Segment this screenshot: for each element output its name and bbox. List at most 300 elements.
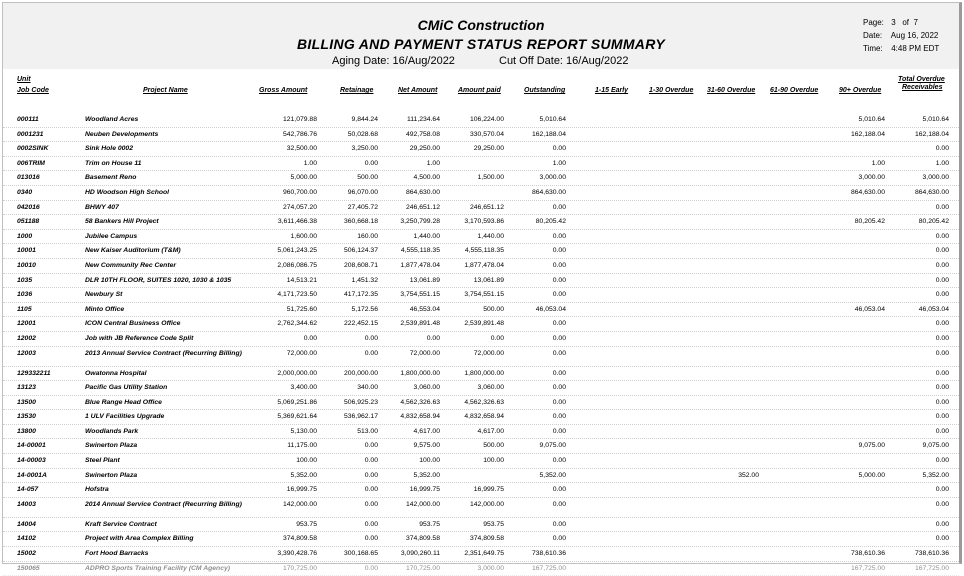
table-row [3,518,959,533]
project-name-cell: 58 Bankers Hill Project [85,218,159,226]
amount-paid-cell: 953.75 [483,520,504,528]
job-code-cell: 013016 [17,174,40,182]
amount-paid-cell: 1,877,478.04 [464,261,504,269]
project-name-cell: Pacific Gas Utility Station [85,384,168,392]
page-total: 7 [913,18,918,27]
retainage-cell: 3,250.00 [351,145,378,153]
gross-amount-cell: 32,500.00 [286,145,317,153]
net-amount-cell: 4,562,326.63 [400,398,440,406]
outstanding-cell: 162,188.04 [531,130,566,138]
project-name-cell: HD Woodson High School [85,188,170,196]
table-row [3,547,959,562]
retainage-cell: 9,844.24 [351,116,378,123]
project-name-cell: Basement Reno [85,174,137,182]
overdue-31-60-cell: 352.00 [738,471,759,479]
outstanding-cell: 0.00 [552,520,566,528]
total-receivables-cell: 1.00 [935,159,949,167]
amount-paid-cell: 330,570.04 [469,130,504,138]
outstanding-cell: 0.00 [552,457,566,465]
amount-paid-cell: 3,000.00 [477,564,504,572]
amount-paid-cell: 2,351,649.75 [464,550,504,558]
net-amount-cell: 3,090,260.11 [400,550,440,558]
retainage-cell: 0.00 [364,535,378,543]
net-amount-cell: 246,651.12 [405,203,440,211]
job-code-cell: 129332211 [17,369,51,377]
gross-amount-cell: 3,400.00 [290,384,317,392]
net-amount-cell: 142,000.00 [405,500,440,508]
project-name-cell: 1 ULV Facilities Upgrade [85,413,165,421]
header-early: 1-15 Early [595,87,629,94]
report-page [2,2,962,572]
outstanding-cell: 0.00 [552,203,566,211]
outstanding-cell: 0.00 [552,413,566,421]
retainage-cell: 360,668.18 [343,218,378,226]
amount-paid-cell: 3,170,593.86 [464,218,504,226]
outstanding-cell: 0.00 [552,384,566,392]
table-row [3,381,959,396]
outstanding-cell: 864,630.00 [531,188,566,196]
project-name-cell: New Community Rec Center [85,261,177,269]
amount-paid-cell: 246,651.12 [469,203,504,211]
retainage-cell: 222,452.15 [343,320,378,328]
gross-amount-cell: 1,600.00 [290,232,317,240]
job-code-cell: 14-00001 [17,442,46,450]
net-amount-cell: 46,553.04 [409,305,440,313]
total-receivables-cell: 0.00 [935,384,949,392]
retainage-cell: 0.00 [364,486,378,494]
net-amount-cell: 3,060.00 [413,384,440,392]
job-code-cell: 042016 [17,203,40,211]
project-name-cell: Hofstra [85,486,109,494]
net-amount-cell: 2,539,891.48 [400,320,440,328]
cutoff-date: Cut Off Date: 16/Aug/2022 [499,55,629,67]
net-amount-cell: 3,250,799.28 [400,218,440,226]
project-name-cell: Newbury St [85,291,123,299]
net-amount-cell: 72,000.00 [409,349,440,357]
job-code-cell: 1035 [17,276,33,284]
project-name-cell: Jubilee Campus [85,232,138,240]
retainage-cell: 96,070.00 [347,188,378,196]
retainage-cell: 5,172.56 [351,305,378,313]
net-amount-cell: 170,725.00 [405,564,440,572]
amount-paid-cell: 142,000.00 [469,500,504,508]
time-label: Time: [863,44,883,53]
net-amount-cell: 5,352.00 [413,471,440,479]
outstanding-cell: 0.00 [552,334,566,342]
job-code-cell: 10001 [17,247,36,255]
net-amount-cell: 9,575.00 [413,442,440,450]
total-receivables-cell: 5,352.00 [922,471,949,479]
table-row [3,244,959,259]
total-receivables-cell: 0.00 [935,427,949,435]
header-gross-amount: Gross Amount [259,87,308,94]
retainage-cell: 500.00 [357,174,378,182]
header-outstanding: Outstanding [524,87,566,94]
net-amount-cell: 953.75 [419,520,440,528]
job-code-cell: 051188 [17,218,40,226]
total-receivables-cell: 0.00 [935,349,949,357]
total-receivables-cell: 162,188.04 [914,130,949,138]
total-receivables-cell: 0.00 [935,320,949,328]
retainage-cell: 160.00 [357,232,378,240]
retainage-cell: 506,925.23 [343,398,378,406]
total-receivables-cell: 167,725.00 [914,564,949,572]
amount-paid-cell: 1,440.00 [477,232,504,240]
retainage-cell: 417,172.35 [343,291,378,299]
total-receivables-cell: 0.00 [935,232,949,240]
project-name-cell: Swinerton Plaza [85,442,138,450]
retainage-cell: 0.00 [364,500,378,508]
report-header-band [3,3,959,69]
total-receivables-cell: 0.00 [935,486,949,494]
table-row [3,367,959,382]
amount-paid-cell: 374,809.58 [469,535,504,543]
net-amount-cell: 111,234.64 [406,116,440,123]
retainage-cell: 0.00 [364,471,378,479]
outstanding-cell: 0.00 [552,369,566,377]
table-row [3,469,959,484]
project-name-cell: Woodland Acres [85,116,139,123]
project-name-cell: BHWY 407 [85,203,119,211]
outstanding-cell: 0.00 [552,320,566,328]
retainage-cell: 0.00 [364,564,378,572]
retainage-cell: 50,028.68 [347,130,378,138]
gross-amount-cell: 953.75 [296,520,317,528]
retainage-cell: 300,168.65 [343,550,378,558]
gross-amount-cell: 4,171,723.50 [277,291,317,299]
project-name-cell: DLR 10TH FLOOR, SUITES 1020, 1030 & 1035 [85,276,232,284]
total-receivables-cell: 864,630.00 [914,188,949,196]
header-retainage: Retainage [340,87,374,94]
net-amount-cell: 1,877,478.04 [400,261,440,269]
table-row [3,201,959,216]
project-name-cell: New Kaiser Auditorium (T&M) [85,247,181,255]
retainage-cell: 0.00 [364,159,378,167]
project-name-cell: Steel Plant [85,457,120,465]
table-row [3,142,959,157]
date-value: Aug 16, 2022 [890,31,939,40]
gross-amount-cell: 374,809.58 [282,535,317,543]
table-row [3,157,959,172]
table-row [3,113,959,128]
retainage-cell: 27,405.72 [347,203,378,211]
date-label: Date: [863,31,883,40]
net-amount-cell: 4,555,118.35 [400,247,440,255]
overdue-90-plus-cell: 5,000.00 [858,471,885,479]
net-amount-cell: 4,832,658.94 [400,413,440,421]
job-code-cell: 13530 [17,413,36,421]
total-receivables-cell: 9,075.00 [922,442,949,450]
job-code-cell: 0340 [17,188,33,196]
outstanding-cell: 1.00 [552,159,566,167]
overdue-90-plus-cell: 864,630.00 [850,188,885,196]
retainage-cell: 340.00 [357,384,378,392]
header-amount-paid: Amount paid [458,87,501,94]
job-code-cell: 12002 [17,334,36,342]
gross-amount-cell: 5,369,621.64 [277,413,317,421]
retainage-cell: 536,962.17 [343,413,378,421]
gross-amount-cell: 3,390,428.76 [277,550,317,558]
amount-paid-cell: 3,754,551.15 [464,291,504,299]
job-code-cell: 13500 [17,398,36,406]
project-name-cell: ADPRO Sports Training Facility (CM Agency) [85,564,231,572]
job-code-cell: 14-057 [17,486,39,494]
overdue-90-plus-cell: 167,725.00 [850,564,885,572]
project-name-cell: Swinerton Plaza [85,471,138,479]
table-row [3,215,959,230]
retainage-cell: 200,000.00 [343,369,378,377]
table-row [3,439,959,454]
date-info [863,30,938,42]
table-row [3,396,959,411]
table-row [3,186,959,201]
outstanding-cell: 0.00 [552,500,566,508]
total-receivables-cell: 0.00 [935,535,949,543]
aging-date: Aging Date: 16/Aug/2022 [332,55,455,67]
job-code-cell: 14102 [17,535,36,543]
gross-amount-cell: 5,061,243.25 [277,247,317,255]
table-row [3,303,959,318]
overdue-90-plus-cell: 1.00 [871,159,885,167]
project-name-cell: Woodlands Park [85,427,139,435]
net-amount-cell: 4,617.00 [413,427,440,435]
table-row [3,562,959,576]
outstanding-cell: 0.00 [552,247,566,255]
overdue-90-plus-cell: 5,010.64 [858,116,885,123]
net-amount-cell: 16,999.75 [409,486,440,494]
outstanding-cell: 46,053.04 [535,305,566,313]
header-unit: Unit [17,76,31,83]
job-code-cell: 006TRIM [17,159,45,167]
outstanding-cell: 0.00 [552,535,566,543]
overdue-90-plus-cell: 3,000.00 [858,174,885,182]
retainage-cell: 0.00 [364,442,378,450]
net-amount-cell: 29,250.00 [409,145,440,153]
overdue-90-plus-cell: 9,075.00 [858,442,885,450]
amount-paid-cell: 4,617.00 [477,427,504,435]
project-name-cell: Project with Area Complex Billing [85,535,194,543]
amount-paid-cell: 2,539,891.48 [464,320,504,328]
job-code-cell: 0001231 [17,130,44,138]
retainage-cell: 0.00 [364,334,378,342]
job-code-cell: 0002SINK [17,145,49,153]
table-row [3,259,959,274]
project-name-cell: Minto Office [85,305,125,313]
gross-amount-cell: 142,000.00 [282,500,317,508]
amount-paid-cell: 500.00 [483,305,504,313]
gross-amount-cell: 121,079.88 [282,116,317,123]
table-row [3,454,959,469]
outstanding-cell: 0.00 [552,276,566,284]
retainage-cell: 513.00 [357,427,378,435]
project-name-cell: ICON Central Business Office [85,320,181,328]
project-name-cell: Owatonna Hospital [85,369,147,377]
table-row [3,332,959,347]
net-amount-cell: 492,758.08 [405,130,440,138]
table-row [3,230,959,245]
total-receivables-cell: 0.00 [935,276,949,284]
gross-amount-cell: 2,762,344.62 [277,320,317,328]
net-amount-cell: 1,800,000.00 [400,369,440,377]
overdue-90-plus-cell: 46,053.04 [854,305,885,313]
table-row [3,288,959,303]
retainage-cell: 506,124.37 [343,247,378,255]
outstanding-cell: 0.00 [552,261,566,269]
overdue-90-plus-cell: 80,205.42 [854,218,885,226]
amount-paid-cell: 100.00 [483,457,504,465]
of-label: of [902,18,910,27]
outstanding-cell: 167,725.00 [531,564,566,572]
total-receivables-cell: 80,205.42 [918,218,949,226]
retainage-cell: 0.00 [364,520,378,528]
retainage-cell: 208,608.71 [343,261,378,269]
table-row [3,425,959,440]
gross-amount-cell: 51,725.60 [286,305,317,313]
table-row [3,347,959,367]
project-name-cell: Job with JB Reference Code Split [85,334,194,342]
net-amount-cell: 4,500.00 [413,174,440,182]
overdue-90-plus-cell: 162,188.04 [850,130,885,138]
gross-amount-cell: 14,513.21 [286,276,317,284]
amount-paid-cell: 29,250.00 [473,145,504,153]
net-amount-cell: 1.00 [426,159,440,167]
page-number: 3 [891,18,896,27]
gross-amount-cell: 5,000.00 [290,174,317,182]
header-job-code: Job Code [17,87,49,94]
net-amount-cell: 1,440.00 [413,232,440,240]
gross-amount-cell: 5,352.00 [290,471,317,479]
gross-amount-cell: 542,786.76 [282,130,317,138]
total-receivables-cell: 46,053.04 [918,305,949,313]
job-code-cell: 14-00003 [17,457,46,465]
project-name-cell: Trim on House 11 [85,159,142,167]
outstanding-cell: 0.00 [552,349,566,357]
gross-amount-cell: 5,130.00 [290,427,317,435]
job-code-cell: 1000 [17,232,33,240]
report-title: BILLING AND PAYMENT STATUS REPORT SUMMARY [296,36,665,52]
report-rows [3,113,959,576]
gross-amount-cell: 0.00 [303,334,317,342]
total-receivables-cell: 0.00 [935,369,949,377]
gross-amount-cell: 72,000.00 [286,349,317,357]
outstanding-cell: 5,010.64 [539,116,566,123]
total-receivables-cell: 0.00 [935,334,949,342]
table-row [3,483,959,498]
outstanding-cell: 0.00 [552,232,566,240]
project-name-cell: Kraft Service Contract [85,520,157,528]
amount-paid-cell: 4,555,118.35 [464,247,504,255]
total-receivables-cell: 0.00 [935,413,949,421]
page-info [863,17,918,29]
outstanding-cell: 0.00 [552,398,566,406]
page-label: Page: [863,18,884,27]
total-receivables-cell: 0.00 [935,457,949,465]
outstanding-cell: 9,075.00 [539,442,566,450]
job-code-cell: 12003 [17,349,36,357]
header-31-60-overdue: 31-60 Overdue [707,87,756,94]
gross-amount-cell: 2,000,000.00 [277,369,317,377]
gross-amount-cell: 100.00 [296,457,317,465]
total-receivables-cell: 0.00 [935,203,949,211]
gross-amount-cell: 11,175.00 [287,442,317,450]
job-code-cell: 12001 [17,320,36,328]
table-row [3,317,959,332]
time-value: 4:48 PM EDT [891,44,940,53]
outstanding-cell: 80,205.42 [535,218,566,226]
gross-amount-cell: 2,086,086.75 [277,261,317,269]
job-code-cell: 13800 [17,427,36,435]
net-amount-cell: 374,809.58 [405,535,440,543]
outstanding-cell: 5,352.00 [539,471,566,479]
total-receivables-cell: 0.00 [935,145,949,153]
outstanding-cell: 738,610.36 [531,550,566,558]
amount-paid-cell: 4,562,326.63 [464,398,504,406]
project-name-cell: Blue Range Head Office [85,398,162,406]
amount-paid-cell: 13,061.89 [473,276,504,284]
table-row [3,532,959,547]
gross-amount-cell: 5,069,251.86 [277,398,317,406]
retainage-cell: 1,451.32 [351,276,378,284]
net-amount-cell: 13,061.89 [409,276,440,284]
outstanding-cell: 0.00 [552,427,566,435]
total-receivables-cell: 0.00 [935,520,949,528]
outstanding-cell: 3,000.00 [539,174,566,182]
project-name-cell: 2013 Annual Service Contract (Recurring Billing) [85,349,242,357]
project-name-cell: 2014 Annual Service Contract (Recurring Billing) [85,500,242,508]
net-amount-cell: 0.00 [426,334,440,342]
table-row [3,128,959,143]
table-row [3,274,959,289]
job-code-cell: 10010 [17,261,36,269]
job-code-cell: 1105 [17,305,32,313]
gross-amount-cell: 274,057.20 [282,203,317,211]
gross-amount-cell: 16,999.75 [286,486,317,494]
total-receivables-cell: 0.00 [935,500,949,508]
job-code-cell: 14003 [17,500,36,508]
total-receivables-cell: 0.00 [935,261,949,269]
amount-paid-cell: 1,800,000.00 [464,369,504,377]
job-code-cell: 14004 [17,520,36,528]
total-receivables-cell: 0.00 [935,247,949,255]
amount-paid-cell: 0.00 [490,334,504,342]
total-receivables-cell: 738,610.36 [914,550,949,558]
total-receivables-cell: 0.00 [935,291,949,299]
total-receivables-cell: 0.00 [935,398,949,406]
table-row [3,410,959,425]
job-code-cell: 000111 [17,116,39,123]
amount-paid-cell: 106,224.00 [469,116,504,123]
job-code-cell: 1036 [17,291,33,299]
amount-paid-cell: 16,999.75 [473,486,504,494]
table-row [3,498,959,518]
gross-amount-cell: 3,611,466.38 [277,218,317,226]
time-info [863,43,939,55]
project-name-cell: Sink Hole 0002 [85,145,133,153]
header-1-30-overdue: 1-30 Overdue [649,87,694,94]
amount-paid-cell: 3,060.00 [477,384,504,392]
retainage-cell: 0.00 [364,349,378,357]
header-receivables: Receivables [902,84,943,91]
total-receivables-cell: 5,010.64 [922,116,949,123]
amount-paid-cell: 72,000.00 [473,349,504,357]
table-row [3,171,959,186]
job-code-cell: 14-0001A [17,471,47,479]
outstanding-cell: 0.00 [552,486,566,494]
header-90-overdue: 90+ Overdue [839,87,882,94]
header-61-90-overdue: 61-90 Overdue [770,87,819,94]
outstanding-cell: 0.00 [552,291,566,299]
amount-paid-cell: 1,500.00 [477,174,504,182]
